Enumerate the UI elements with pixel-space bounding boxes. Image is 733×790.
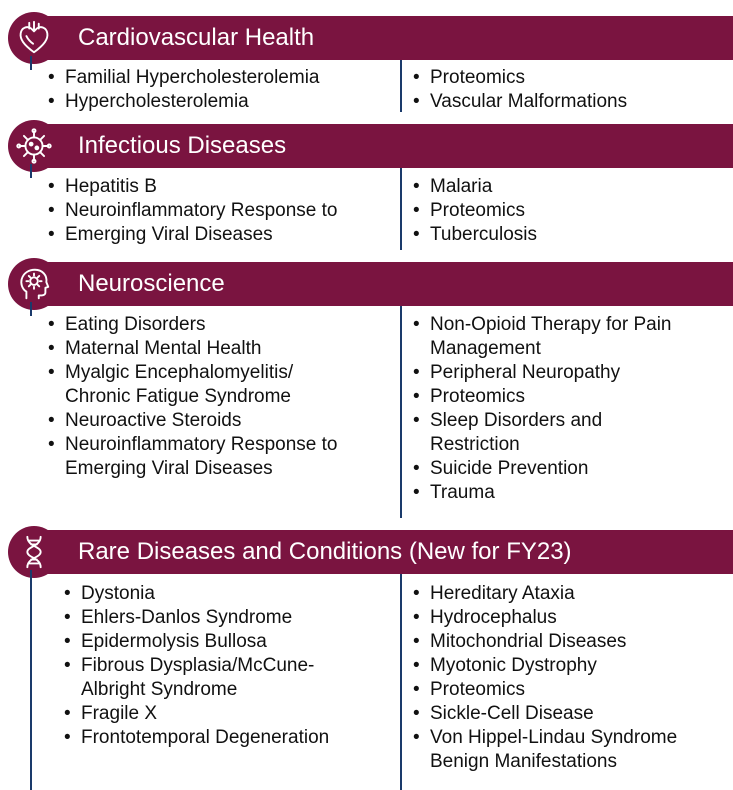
list-item: • Vascular Malformations [411, 90, 627, 114]
list-item: • Myalgic Encephalomyelitis/ [46, 361, 337, 385]
left-border [30, 302, 32, 316]
list-item: • Neuroinflammatory Response to [46, 433, 337, 457]
column-divider [400, 60, 402, 112]
list-item: • Peripheral Neuropathy [411, 361, 672, 385]
list-item: • Fragile X [62, 702, 329, 726]
list-item-continuation: Management [430, 338, 541, 359]
list-item: • Mitochondrial Diseases [411, 630, 677, 654]
list-item: • Proteomics [411, 385, 672, 409]
icon-badge [8, 526, 60, 578]
left-list [46, 175, 337, 247]
list-item: • Maternal Mental Health [46, 337, 337, 361]
list-item: • Eating Disorders [46, 313, 337, 337]
list-item-continuation: Benign Manifestations [430, 751, 617, 772]
list-item: • Emerging Viral Diseases [46, 223, 337, 247]
left-border [30, 164, 32, 178]
list-item: • Non-Opioid Therapy for Pain [411, 313, 672, 337]
column-divider [400, 168, 402, 250]
list-item-continuation: Emerging Viral Diseases [65, 458, 273, 479]
list-item: • Malaria [411, 175, 537, 199]
list-item: • Trauma [411, 481, 672, 505]
list-item: • Sleep Disorders and [411, 409, 672, 433]
list-item: • Familial Hypercholesterolemia [46, 66, 319, 90]
section-title: Neuroscience [78, 270, 225, 297]
list-item: • Neuroactive Steroids [46, 409, 337, 433]
dna-icon [15, 533, 53, 571]
right-list [411, 175, 537, 247]
left-border [30, 56, 32, 70]
list-item: • Suicide Prevention [411, 457, 672, 481]
list-item: • Von Hippel-Lindau Syndrome [411, 726, 677, 750]
icon-badge [8, 258, 60, 310]
list-item-continuation: Restriction [430, 434, 520, 455]
virus-icon [15, 127, 53, 165]
section-title: Infectious Diseases [78, 132, 287, 159]
list-item: • Hereditary Ataxia [411, 582, 677, 606]
list-item-continuation: Albright Syndrome [81, 679, 238, 700]
icon-badge [8, 12, 60, 64]
column-divider [400, 306, 402, 518]
list-item: • Fibrous Dysplasia/McCune- [62, 654, 329, 678]
section-title: Cardiovascular Health [78, 24, 315, 51]
left-list [46, 66, 319, 114]
list-item: • Sickle-Cell Disease [411, 702, 677, 726]
list-item: • Hydrocephalus [411, 606, 677, 630]
list-item: • Hepatitis B [46, 175, 337, 199]
right-list [411, 313, 672, 505]
column-divider [400, 574, 402, 790]
list-item: • Tuberculosis [411, 223, 537, 247]
left-border [30, 570, 32, 790]
left-list [46, 313, 337, 481]
section-title: Rare Diseases and Conditions (New for FY23) [78, 538, 572, 565]
left-list [62, 582, 329, 750]
list-item-continuation: Chronic Fatigue Syndrome [65, 386, 291, 407]
list-item: • Hypercholesterolemia [46, 90, 319, 114]
list-item: • Frontotemporal Degeneration [62, 726, 329, 750]
heart-icon [15, 19, 53, 57]
icon-badge [8, 120, 60, 172]
list-item: • Epidermolysis Bullosa [62, 630, 329, 654]
right-list [411, 582, 677, 774]
head-gear-icon [15, 265, 53, 303]
list-item: • Proteomics [411, 199, 537, 223]
list-item: • Proteomics [411, 66, 627, 90]
list-item: • Neuroinflammatory Response to [46, 199, 337, 223]
list-item: • Ehlers-Danlos Syndrome [62, 606, 329, 630]
list-item: • Dystonia [62, 582, 329, 606]
list-item: • Proteomics [411, 678, 677, 702]
right-list [411, 66, 627, 114]
list-item: • Myotonic Dystrophy [411, 654, 677, 678]
